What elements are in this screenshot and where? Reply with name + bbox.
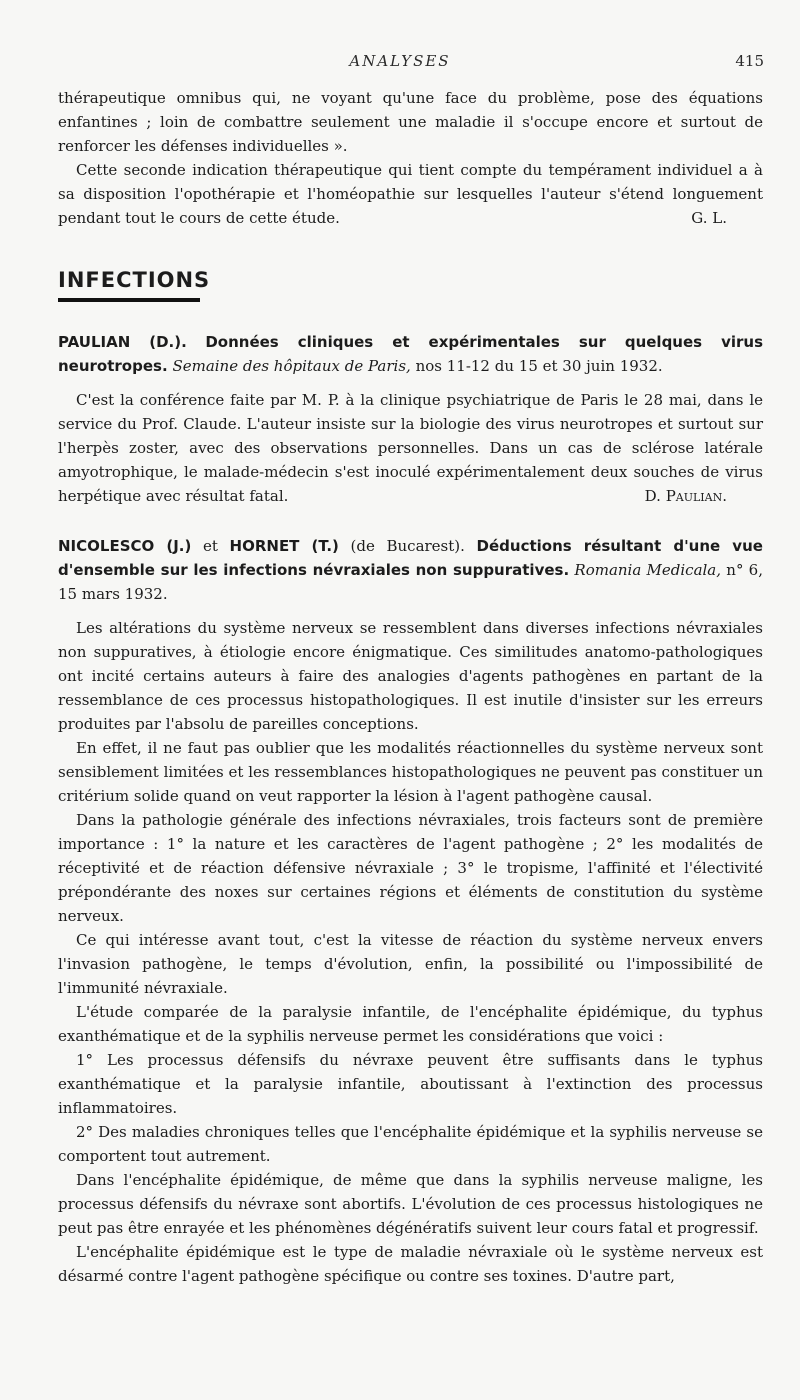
page-body [58,86,763,1314]
previous-review-end [58,86,763,230]
entry-paragraph: Les altérations du système nerveux se ressemblent dans diverses infections névraxiales non suppuratives, à étiologie encore énigmatique. Ces similitudes anatomo-pathologiques ont incité certains auteurs à faire des analogies d'agents pathogènes en partant de la ressemblance de ces processus histopathologiques. Il est inutile d'insister sur les erreurs produites par l'absolu de pareilles conceptions. [58,619,763,733]
entry-conjunction: et [202,537,218,555]
entry-author: HORNET (T.) [229,537,339,555]
section-rule [58,298,200,302]
review-signature: D. Paulian. [644,487,727,505]
review-entry [58,330,763,508]
entry-author: PAULIAN (D.). [58,333,187,351]
page-number: 415 [735,52,764,70]
entry-paragraph: C'est la conférence faite par M. P. à la clinique psychiatrique de Paris le 28 mai, dans le service du Prof. Claude. L'auteur insiste sur la biologie des virus neurotropes et surtout sur l'herpès zoster, avec des observations personnelles. Dans un cas de sclérose latérale amyotrophique, le malade-médecin s'est inoculé expérimentalement deux souches de virus herpétique avec résultat fatal. D. Paulian. [58,388,763,508]
entry-heading [58,330,763,378]
intro-paragraph-1: thérapeutique omnibus qui, ne voyant qu'une face du problème, pose des équations enfantines ; loin de combattre seulement une maladie il s'occupe encore et surtout de renforcer les défenses individuelles ». [58,89,763,155]
intro-paragraph-2: Cette seconde indication thérapeutique qui tient compte du tempérament individuel a à sa disposition l'opothérapie et l'homéopathie sur lesquelles l'auteur s'étend longuement pendant tout le cours de cette étude. G. L. [58,158,763,230]
section-title: INFECTIONS [58,268,211,292]
entry-paragraph: 1° Les processus défensifs du névraxe peuvent être suffisants dans le typhus exanthématique et la paralysie infantile, aboutissant à l'extinction des processus inflammatoires. [58,1051,763,1117]
entry-reference: n° 6, 15 mars 1932. [58,561,763,603]
section-heading [58,268,763,302]
entry-paragraph: Dans l'encéphalite épidémique, de même que dans la syphilis nerveuse maligne, les processus défensifs du névraxe sont abortifs. L'évolution de ces processus histologiques ne peut pas être enrayée et les phénomènes dégénératifs suivent leur cours fatal et progressif. [58,1171,763,1237]
running-title: ANALYSES [349,52,451,70]
entry-paragraph: En effet, il ne faut pas oublier que les modalités réactionnelles du système nerveux sont sensiblement limitées et les ressemblances histopathologiques ne peuvent pas constituer un critérium solide quand on veut rapporter la lésion à l'agent pathogène causal. [58,739,763,805]
entry-source: Semaine des hôpitaux de Paris, [172,357,411,375]
entry-paragraph: L'encéphalite épidémique est le type de maladie névraxiale où le système nerveux est désarmé contre l'agent pathogène spécifique ou contre ses toxines. D'autre part, [58,1243,763,1285]
entry-paragraph: Dans la pathologie générale des infections névraxiales, trois facteurs sont de première importance : 1° la nature et les caractères de l'agent pathogène ; 2° les modalités de réceptivité et de réaction défensive névraxiale ; 3° le tropisme, l'affinité et l'électivité prépondérante des noxes sur certaines régions et éléments de constitution du système nerveux. [58,811,763,925]
review-entry [58,534,763,1288]
entry-paragraph: 2° Des maladies chroniques telles que l'encéphalite épidémique et la syphilis nerveuse se comportent tout autrement. [58,1123,763,1165]
entry-reference: nos 11-12 du 15 et 30 juin 1932. [415,357,663,375]
entry-title: Déductions résultant d'une vue d'ensemble sur les infections névraxiales non suppuratives. [58,537,763,579]
entry-affiliation: (de Bucarest). [350,537,465,555]
entry-heading [58,534,763,606]
entry-title: Données cliniques et expérimentales sur quelques virus neurotropes. [58,333,763,375]
entry-paragraph: L'étude comparée de la paralysie infantile, de l'encéphalite épidémique, du typhus exanthématique et de la syphilis nerveuse permet les considérations que voici : [58,1003,763,1045]
entry-author: NICOLESCO (J.) [58,537,192,555]
page-header [0,52,800,76]
entry-source: Romania Medicala, [574,561,722,579]
entry-paragraph: Ce qui intéresse avant tout, c'est la vitesse de réaction du système nerveux envers l'invasion pathogène, le temps d'évolution, enfin, la possibilité ou l'impossibilité de l'immunité névraxiale. [58,931,763,997]
review-signature: G. L. [691,209,727,227]
